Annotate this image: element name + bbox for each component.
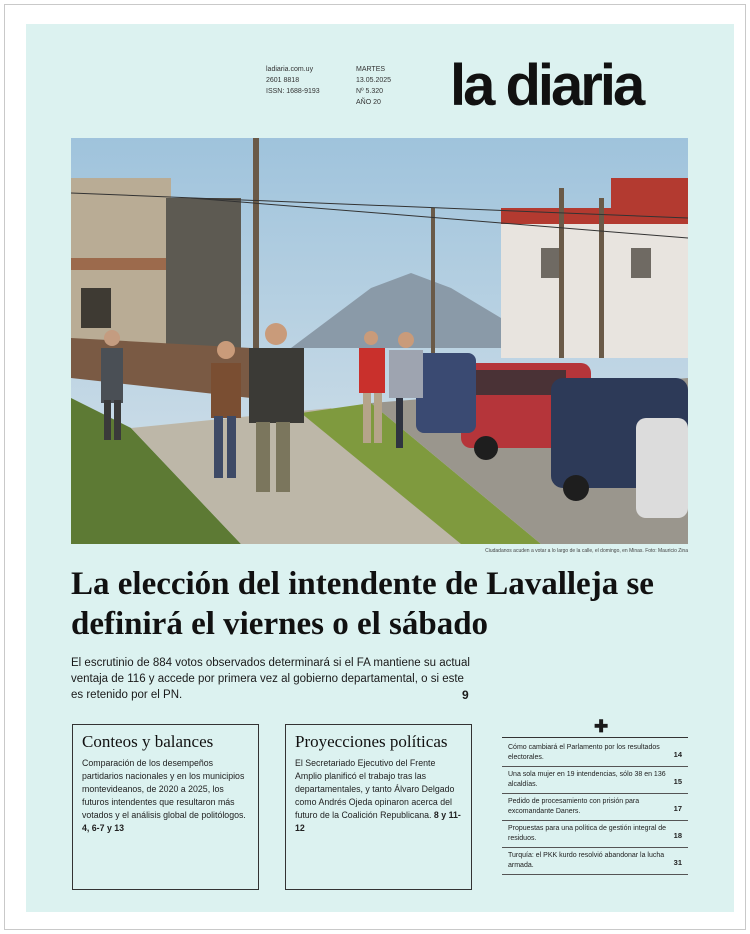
index-item[interactable]: Cómo cambiará el Parlamento por los resultados electorales. 14 <box>502 740 688 767</box>
photo-caption: Ciudadanos acuden a votar a lo largo de la calle, el domingo, en Minas. Foto: Mauricio Zina <box>485 548 688 554</box>
phone-number: 2601 8818 <box>266 77 300 84</box>
issue-number: Nº 5.320 <box>356 88 384 95</box>
index-page-number: 31 <box>673 858 682 867</box>
lead-deck: El escrutinio de 884 votos observados determinará si el FA mantiene su actual ventaja de 116 y accede por primera vez al gobierno departamental, o si este es retenido por el PN. <box>71 657 470 701</box>
newspaper-logo: la diaria <box>450 53 643 118</box>
street-scene-illustration <box>71 138 688 544</box>
index-item[interactable]: Pedido de procesamiento con prisión para excomandante Daners. 17 <box>502 794 688 821</box>
story-box-proyecciones[interactable] <box>285 724 472 890</box>
issue-year: AÑO 20 <box>356 99 381 106</box>
index-page-number: 14 <box>673 750 682 759</box>
index-page-number: 18 <box>673 831 682 840</box>
front-page-sheet <box>26 24 734 912</box>
news-index <box>502 717 688 875</box>
issn-number: ISSN: 1688-9193 <box>266 88 320 95</box>
lead-photo <box>71 138 688 544</box>
story-box-conteos[interactable] <box>72 724 259 890</box>
issue-date: 13.05.2025 <box>356 77 392 84</box>
index-page-number: 15 <box>673 777 682 786</box>
masthead-contact <box>266 64 320 97</box>
index-item[interactable]: Una sola mujer en 19 intendencias, sólo 38 en 136 alcaldías. 15 <box>502 767 688 794</box>
website-url: ladiaria.com.uy <box>266 66 314 73</box>
plus-icon: ✚ <box>590 718 612 735</box>
box-page-ref: 4, 6-7 y 13 <box>82 823 125 833</box>
lead-headline[interactable]: La elección del intendente de Lavalleja se definirá el viernes o el sábado <box>71 566 654 642</box>
index-item[interactable]: Turquía: el PKK kurdo resolvió abandonar la lucha armada. 31 <box>502 848 688 875</box>
box-title: Conteos y balances <box>82 732 214 751</box>
index-header <box>502 717 688 738</box>
box-page-ref: 8 y 11-12 <box>295 810 461 833</box>
newspaper-page <box>4 4 746 930</box>
index-page-number: 17 <box>673 804 682 813</box>
box-text: El Secretariado Ejecutivo del Frente Amplio planificó el trabajo tras las departamentales, y tanto Álvaro Delgado como Andrés Ojeda opinaron acerca del futuro de la Coalición Republicana. 8 y 11-12 <box>295 758 461 833</box>
weekday: MARTES <box>356 66 386 73</box>
masthead-issue-info <box>356 64 391 108</box>
box-text: Comparación de los desempeños partidarios nacionales y en los municipios montevideanos, de 2020 a 2025, los futuros intendentes que resultaron más votados y el análisis global de politólogos. 4, 6-7 y 13 <box>82 758 246 833</box>
lead-page-ref: 9 <box>462 688 469 702</box>
index-item[interactable]: Propuestas para una política de gestión integral de residuos. 18 <box>502 821 688 848</box>
box-title: Proyecciones políticas <box>295 732 448 751</box>
